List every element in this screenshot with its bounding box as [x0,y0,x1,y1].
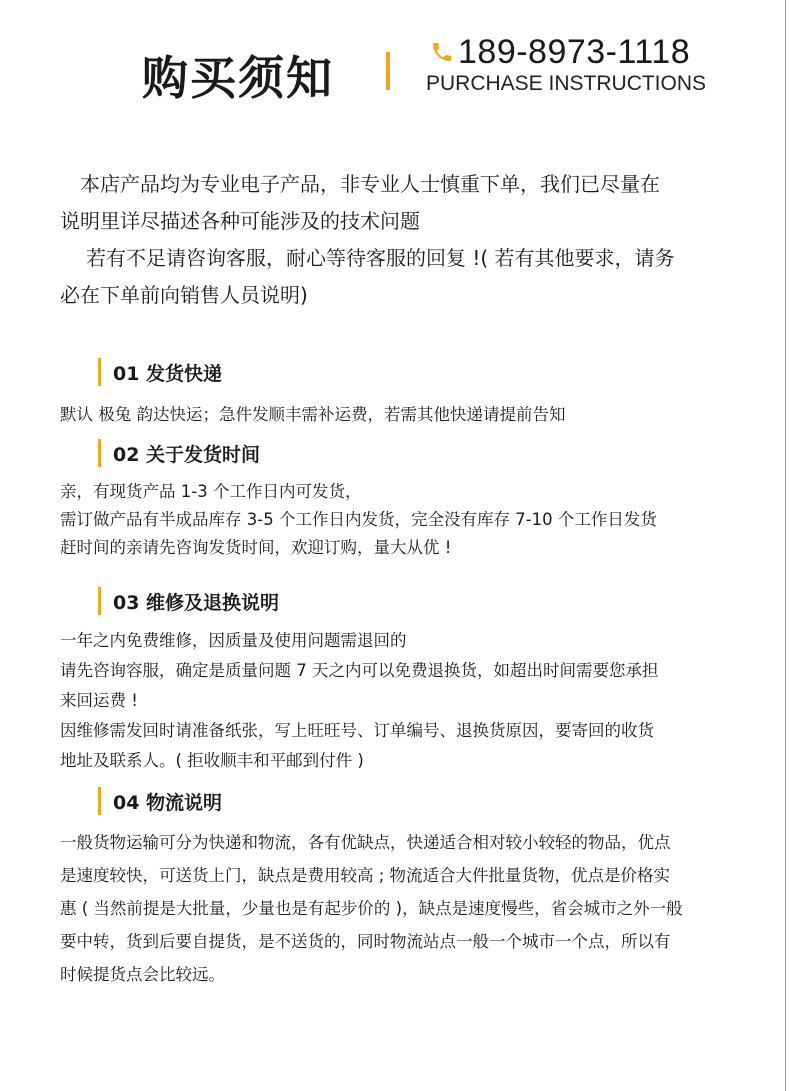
section-line: 时候提货点会比较远。 [60,965,225,984]
section-heading-delivery-time [98,439,260,467]
intro-text [60,166,740,314]
section-title: 03 维修及退换说明 [113,591,280,614]
section-body-repair-returns [60,626,750,776]
section-accent-bar [98,358,101,386]
intro-line: 必在下单前向销售人员说明) [60,283,308,307]
section-line: 要中转，货到后要自提货，是不送货的，同时物流站点一般一个城市一个点，所以有 [60,932,671,951]
section-line: 惠 ( 当然前提是大批量，少量也是有起步价的 )，缺点是速度慢些，省会城市之外一般 [60,899,683,918]
section-heading-logistics [98,787,222,815]
section-body-shipping [60,402,750,428]
section-accent-bar [98,587,101,615]
section-accent-bar [98,787,101,815]
right-edge-line [785,0,786,1091]
page-title: 购买须知 [142,51,334,105]
phone-contact [430,32,690,72]
section-line: 来回运费 ! [60,691,138,710]
section-heading-shipping [98,358,222,386]
intro-line: 若有不足请咨询客服，耐心等待客服的回复 !( 若有其他要求，请务 [86,246,675,270]
section-line: 赶时间的亲请先咨询发货时间，欢迎订购，量大从优 ! [60,538,452,557]
section-title: 02 关于发货时间 [113,443,261,466]
section-line: 地址及联系人。( 拒收顺丰和平邮到付件 ) [60,751,364,770]
section-line: 默认 极兔 韵达快运；急件发顺丰需补运费，若需其他快递请提前告知 [60,405,566,424]
section-title: 04 物流说明 [113,791,223,814]
section-line: 是速度较快，可送货上门，缺点是费用较高 ; 物流适合大件批量货物，优点是价格实 [60,866,671,885]
intro-line: 本店产品均为专业电子产品，非专业人士慎重下单，我们已尽量在 [80,172,660,196]
section-line: 因维修需发回时请准备纸张，写上旺旺号、订单编号、退换货原因，要寄回的收货 [60,721,654,740]
section-line: 一年之内免费维修，因质量及使用问题需退回的 [60,631,407,650]
section-line: 需订做产品有半成品库存 3-5 个工作日内发货，完全没有库存 7-10 个工作日发货 [60,510,657,529]
section-line: 一般货物运输可分为快递和物流，各有优缺点，快递适合相对较小较轻的物品，优点 [60,833,671,852]
phone-number: 189-8973-1118 [458,32,691,71]
section-heading-repair-returns [98,587,279,615]
phone-icon [430,40,454,64]
section-body-logistics [60,826,750,991]
section-accent-bar [98,439,101,467]
section-line: 请先咨询容服，确定是质量问题 7 天之内可以免费退换货，如超出时间需要您承担 [60,661,659,680]
intro-line: 说明里详尽描述各种可能涉及的技术问题 [60,209,420,233]
section-body-delivery-time [60,478,750,562]
section-title: 01 发货快递 [113,362,223,385]
title-divider [386,52,390,90]
page-subtitle: PURCHASE INSTRUCTIONS [426,72,707,95]
section-line: 亲，有现货产品 1-3 个工作日内可发货， [60,482,362,501]
